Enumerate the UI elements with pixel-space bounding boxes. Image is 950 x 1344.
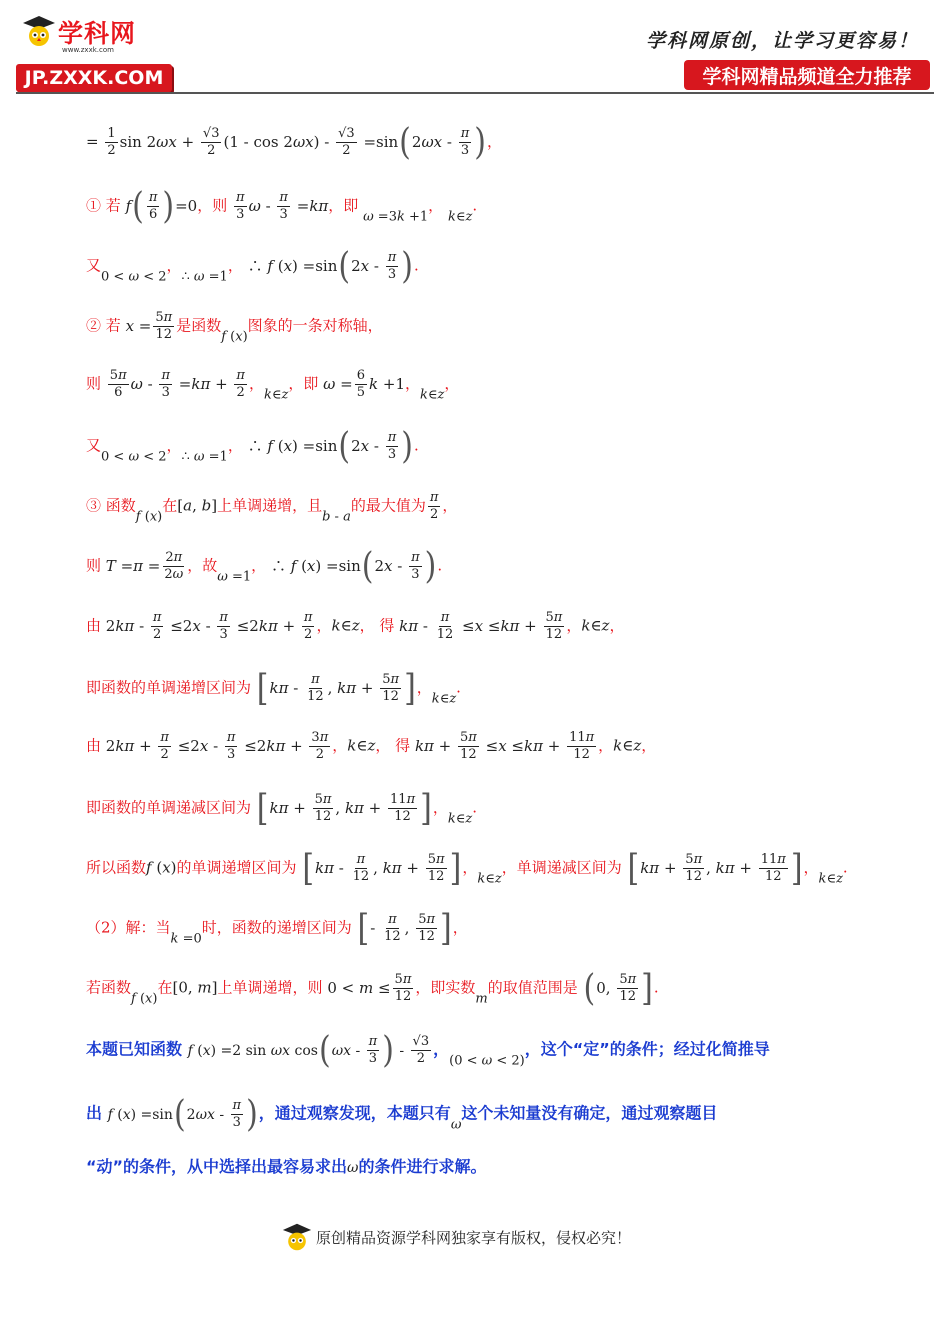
header-divider — [16, 92, 934, 94]
equation-line-6: 又0 < ω < 2，∴ ω =1， ∴ f (x) =sin(2x - $\frac{\pi}{3}$ ). — [86, 424, 419, 467]
equation-line-14: （2）解：当k =0时，函数的递增区间为 [- $\frac{\pi}{12}$ , $\frac{5\pi}{12}$ ]， — [86, 906, 468, 949]
equation-line-4: ② 若 x = $\frac{5\pi}{12}$ 是函数f (x)图象的一条对称轴， — [86, 310, 383, 345]
comment-line-2: 出 f (x) =sin(2ωx - $\frac{\pi}{3}$ )，通过观察发现，本题只有$_\omega$这个未知量没有确定，通过观察题目 — [86, 1092, 718, 1135]
equation-line-10: 即函数的单调递增区间为 [kπ - $\frac{\pi}{12}$ , kπ + $\frac{5\pi}{12}$ ]，k∈z. — [86, 666, 461, 709]
comment-line-3: “动”的条件，从中选择出最容易求出ω的条件进行求解。 — [86, 1157, 487, 1176]
equation-line-2: ① 若 f( $\frac{\pi}{6}$ )=0，则 $\frac{\pi}{3}$ ω - $\frac{\pi}{3}$ =kπ，即 ω =3k +1， k∈z. — [86, 184, 478, 227]
site-badge[interactable]: JP.ZXXK.COM — [16, 64, 172, 92]
equation-line-11: 由 2kπ + $\frac{\pi}{2}$ ≤2x - $\frac{\pi}{3}$ ≤2kπ + $\frac{3\pi}{2}$ ，k∈z， 得 kπ + $\frac{5\pi}{12}$ ≤x ≤kπ + $\frac{11\pi}{12}$ ，k∈z， — [86, 730, 657, 762]
owl-footer-icon — [282, 1222, 312, 1252]
channel-banner[interactable]: 学科网精品频道全力推荐 — [684, 60, 930, 90]
logo-title: 学科网 — [58, 19, 137, 48]
equation-line-3: 又0 < ω < 2，∴ ω =1， ∴ f (x) =sin(2x - $\frac{\pi}{3}$ ). — [86, 244, 419, 287]
slogan: 学科网原创，让学习更容易！ — [646, 30, 920, 52]
equation-line-5: 则 $\frac{5\pi}{6}$ ω - $\frac{\pi}{3}$ =kπ + $\frac{\pi}{2}$ ，k∈z，即 ω = $\frac{6}{5}$ k +1，k∈z， — [86, 368, 460, 403]
equation-line-13: 所以函数f (x)的单调递增区间为 [kπ - $\frac{\pi}{12}$ , kπ + $\frac{5\pi}{12}$ ]，k∈z，单调递减区间为 [kπ + $\frac{5\pi}{12}$ , kπ + $\frac{11\pi}{12}$ ]，k∈z. — [86, 846, 848, 889]
owl-logo-icon — [22, 14, 56, 48]
equation-line-12: 即函数的单调递减区间为 [kπ + $\frac{5\pi}{12}$ , kπ + $\frac{11\pi}{12}$ ]，k∈z. — [86, 786, 477, 829]
equation-line-8: 则 T =π = $\frac{2\pi}{2\omega}$ ，故ω =1， ∴ f (x) =sin(2x - $\frac{\pi}{3}$ ). — [86, 544, 443, 587]
equation-line-9: 由 2kπ - $\frac{\pi}{2}$ ≤2x - $\frac{\pi}{3}$ ≤2kπ + $\frac{\pi}{2}$ ，k∈z， 得 kπ - $\frac{\pi}{12}$ ≤x ≤kπ + $\frac{5\pi}{12}$ ，k∈z， — [86, 610, 625, 642]
footer-text: 原创精品资源学科网独家享有版权，侵权必究！ — [316, 1228, 632, 1247]
comment-line-1: 本题已知函数 f (x) =2 sin ωx cos(ωx - $\frac{\pi}{3}$ ) - $\frac{√3}{2}$ ，$_{(0 < \omega < 2)}$，这个“定”的条件；经过化简推导 — [86, 1028, 770, 1071]
equation-line-1: = $\frac{1}{2}$ sin 2ωx + $\frac{√3}{2}$ (1 - cos 2ωx) - $\frac{√3}{2}$ =sin(2ωx - $\frac{\pi}{3}$ )， — [86, 120, 503, 163]
equation-line-15: 若函数f (x)在[0, m]上单调递增，则 0 < m ≤ $\frac{5\pi}{12}$ ，即实数m的取值范围是 (0, $\frac{5\pi}{12}$ ]. — [86, 966, 659, 1009]
equation-line-7: ③ 函数f (x)在[a, b]上单调递增，且b - a的最大值为 $\frac{\pi}{2}$ ， — [86, 490, 458, 525]
logo-url: www.zxxk.com — [62, 46, 114, 54]
footer — [282, 1222, 631, 1252]
